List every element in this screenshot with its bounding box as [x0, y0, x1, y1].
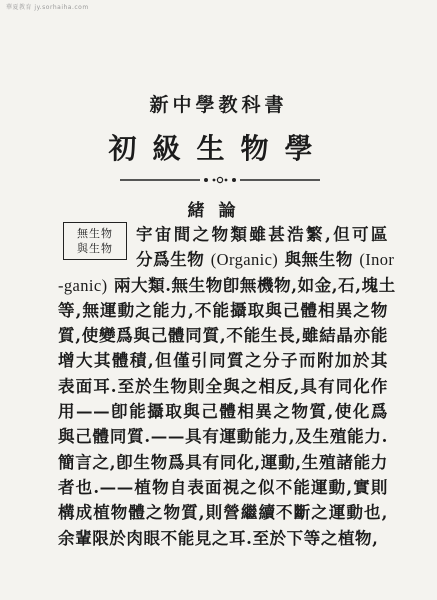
- latin-term: (Inor: [359, 250, 395, 270]
- text-line: 與己體同質.——具有運動能力,及生殖能力.: [58, 427, 388, 447]
- section-heading: 緒論: [187, 201, 250, 221]
- text-line: 表面耳.至於生物則全與之相反,具有同化作: [58, 376, 388, 396]
- text-line: 用——卽能攝取與己體相異之物質,使化爲: [58, 402, 388, 422]
- text-run: 與: [284, 250, 302, 270]
- text-line: 等,無運動之能力,不能攝取與己體相異之物: [58, 300, 388, 320]
- text-line: 宇宙間之物類雖甚浩繁,但可區: [136, 225, 388, 244]
- series-title: 新中學教科書: [149, 94, 288, 116]
- text-line: [58, 273, 396, 298]
- margin-note-line: 無生物: [77, 227, 113, 240]
- margin-note-line: 與生物: [77, 242, 113, 255]
- latin-term: -ganic): [58, 275, 108, 295]
- text-run: 兩大類.無生物卽無機物,如金,石,塊土: [113, 275, 396, 295]
- term-organic: 生物: [170, 250, 205, 270]
- book-title: 初級生物學: [108, 132, 329, 165]
- watermark: 華夏教育 jy.sorhaiha.com: [6, 4, 89, 11]
- text-line: 增大其體積,但僅引同質之分子而附加於其: [58, 351, 388, 371]
- text-line: [58, 247, 395, 272]
- term-inorganic: 無生物: [301, 250, 353, 270]
- body-text: [58, 222, 396, 551]
- text-line: 者也.——植物自表面視之似不能運動,實則: [58, 477, 388, 497]
- divider-ornament: [120, 175, 320, 185]
- text-run: 分爲: [136, 250, 171, 270]
- text-line: 構成植物體之物質,則營繼續不斷之運動也,: [58, 503, 388, 523]
- text-line: 質,使變爲與己體同質,不能生長,雖結晶亦能: [58, 326, 388, 346]
- latin-term: (Organic): [210, 250, 279, 270]
- text-line: 余輩限於肉眼不能見之耳.至於下等之植物,: [58, 528, 379, 548]
- text-line: 簡言之,卽生物爲具有同化,運動,生殖諸能力: [58, 452, 388, 472]
